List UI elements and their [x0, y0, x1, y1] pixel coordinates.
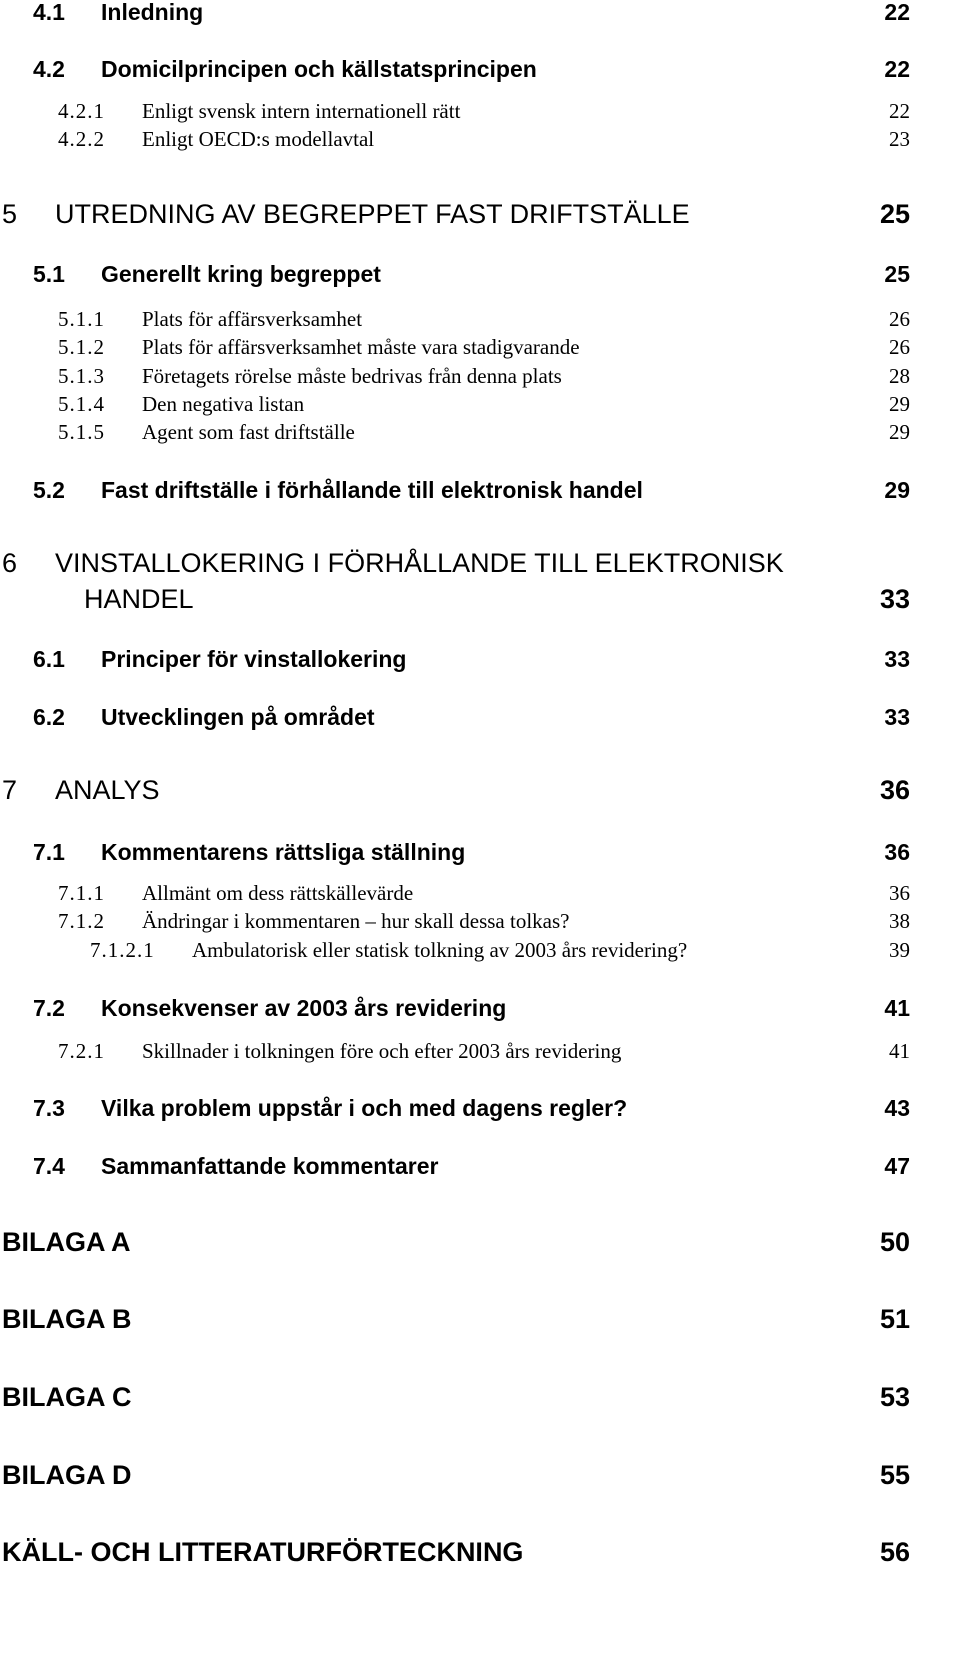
toc-title: Sammanfattande kommentarer — [101, 1153, 439, 1179]
toc-title: Enligt OECD:s modellavtal — [142, 127, 375, 151]
toc-number: 6.1 — [33, 646, 65, 672]
toc-page: 25 — [879, 199, 910, 229]
toc-page: 22 — [889, 99, 910, 123]
toc-page: 33 — [884, 704, 910, 730]
toc-number: 5.1.2 — [58, 335, 105, 359]
toc-page: 25 — [884, 261, 910, 287]
toc-number: 5.1.3 — [58, 364, 105, 388]
toc-title: Agent som fast driftställe — [142, 420, 355, 444]
toc-page: 36 — [884, 839, 910, 865]
toc-number: 7.4 — [33, 1153, 65, 1179]
toc-title: Ändringar i kommentaren – hur skall dessa tolkas? — [142, 909, 570, 933]
toc-page: 26 — [889, 335, 910, 359]
toc-number: 7 — [2, 775, 18, 805]
toc-page: 26 — [889, 307, 910, 331]
toc-number: 5.1.5 — [58, 420, 105, 444]
toc-title: Vilka problem uppstår i och med dagens regler? — [101, 1095, 628, 1121]
toc-title: Generellt kring begreppet — [101, 261, 381, 287]
toc-page: 29 — [889, 420, 910, 444]
toc-title: Enligt svensk intern internationell rätt — [142, 99, 461, 123]
toc-page: 43 — [884, 1095, 910, 1121]
toc-title: UTREDNING AV BEGREPPET FAST DRIFTSTÄLLE — [55, 199, 690, 229]
toc-title: Den negativa listan — [142, 392, 305, 416]
toc-title: BILAGA D — [2, 1460, 132, 1490]
toc-title-continued: HANDEL — [84, 584, 194, 614]
toc-page: 33 — [884, 646, 910, 672]
toc-number: 7.3 — [33, 1095, 65, 1121]
toc-title: Företagets rörelse måste bedrivas från denna plats — [142, 364, 562, 388]
toc-number: 4.1 — [33, 0, 65, 25]
toc-page: 41 — [889, 1039, 910, 1063]
toc-page: 29 — [884, 477, 910, 503]
toc-number: 7.2 — [33, 995, 65, 1021]
toc-title: Principer för vinstallokering — [101, 646, 407, 672]
toc-page: 23 — [889, 127, 910, 151]
toc-title: KÄLL- OCH LITTERATURFÖRTECKNING — [2, 1537, 524, 1567]
toc-title: ANALYS — [55, 775, 160, 805]
toc-title: Konsekvenser av 2003 års revidering — [101, 995, 507, 1021]
toc-page: 28 — [889, 364, 910, 388]
toc-number: 6 — [2, 548, 18, 578]
toc-page: 38 — [889, 909, 910, 933]
toc-title: Kommentarens rättsliga ställning — [101, 839, 466, 865]
toc-number: 4.2.2 — [58, 127, 105, 151]
toc-title: Allmänt om dess rättskällevärde — [142, 881, 414, 905]
toc-number: 4.2 — [33, 56, 65, 82]
toc-title: Inledning — [101, 0, 204, 25]
toc-number: 7.1.2.1 — [90, 938, 155, 962]
toc-title: Utvecklingen på området — [101, 704, 375, 730]
toc-page: 39 — [889, 938, 910, 962]
toc-page: 51 — [879, 1304, 910, 1334]
toc-page: 47 — [884, 1153, 910, 1179]
toc-number: 5.1 — [33, 261, 65, 287]
toc-page: 53 — [879, 1382, 910, 1412]
toc-page: 29 — [889, 392, 910, 416]
toc-title: BILAGA A — [2, 1227, 131, 1257]
toc-title: Skillnader i tolkningen före och efter 2003 års revidering — [142, 1039, 622, 1063]
toc-page: 36 — [889, 881, 910, 905]
toc-number: 5.1.4 — [58, 392, 105, 416]
toc-number: 5.1.1 — [58, 307, 105, 331]
toc-page: 36 — [879, 775, 910, 805]
toc-title: Domicilprincipen och källstatsprincipen — [101, 56, 537, 82]
toc-page: 41 — [884, 995, 910, 1021]
toc-number: 7.2.1 — [58, 1039, 105, 1063]
toc-title: Plats för affärsverksamhet — [142, 307, 363, 331]
toc-number: 7.1.1 — [58, 881, 105, 905]
toc-title: BILAGA B — [2, 1304, 132, 1334]
toc-number: 5.2 — [33, 477, 65, 503]
toc-page: 56 — [879, 1537, 910, 1567]
toc-title: VINSTALLOKERING I FÖRHÅLLANDE TILL ELEKTRONISK — [55, 548, 784, 578]
toc-number: 6.2 — [33, 704, 65, 730]
toc-page: 55 — [879, 1460, 910, 1490]
toc-title: Fast driftställe i förhållande till elektronisk handel — [101, 477, 643, 503]
toc-title: Plats för affärsverksamhet måste vara stadigvarande — [142, 335, 580, 359]
toc-number: 7.1.2 — [58, 909, 105, 933]
toc-page: 22 — [884, 0, 910, 25]
toc-number: 5 — [2, 199, 18, 229]
toc-page: 50 — [879, 1227, 910, 1257]
toc-page: 33 — [879, 584, 910, 614]
toc-page: 22 — [884, 56, 910, 82]
toc-number: 7.1 — [33, 839, 65, 865]
toc-title: Ambulatorisk eller statisk tolkning av 2003 års revidering? — [192, 938, 688, 962]
toc-title: BILAGA C — [2, 1382, 132, 1412]
toc-number: 4.2.1 — [58, 99, 105, 123]
